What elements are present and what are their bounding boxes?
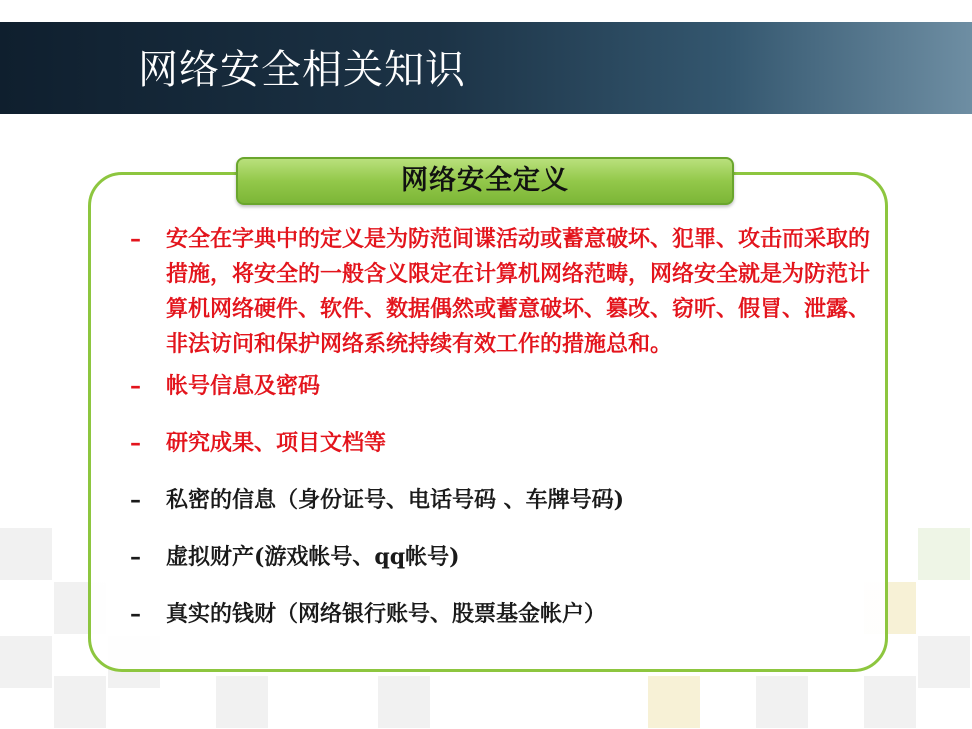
bullet-text: 私密的信息（身份证号、电话号码 、车牌号码) [166,487,625,513]
list-item [130,425,870,461]
decorative-tile [378,676,430,728]
bullet-dash: – [130,544,141,570]
list-item [130,368,870,404]
decorative-tile [0,636,52,688]
bullet-text: 安全在字典中的定义是为防范间谍活动或蓄意破坏、犯罪、攻击而采取的措施，将安全的一般含义限定在计算机网络范畴，网络安全就是为防范计算机网络硬件、软件、数据偶然或蓄意破坏、篡改、窃听、假冒、泄露、非法访问和保护网络系统持续有效工作的措施总和。 [166,226,871,357]
bullet-list [130,222,870,642]
bullet-dash: – [130,373,141,399]
bullet-dash: – [130,601,141,627]
top-strip [0,0,972,22]
decorative-tile [918,528,970,580]
decorative-tile [0,528,52,580]
slide-title: 网络安全相关知识 [138,47,466,93]
decorative-tile [756,676,808,728]
panel-header-title: 网络安全定义 [401,165,569,196]
list-item [130,482,870,518]
list-item [130,539,870,575]
list-item [130,222,870,362]
bullet-dash: – [130,430,141,456]
bullet-dash: – [130,226,141,252]
decorative-tile [216,676,268,728]
bullet-text: 帐号信息及密码 [166,373,321,399]
decorative-tile [864,676,916,728]
panel-header [236,157,734,205]
bullet-text: 真实的钱财（网络银行账号、股票基金帐户） [166,601,607,627]
bullet-text: 研究成果、项目文档等 [166,430,387,456]
decorative-tile [918,636,970,688]
decorative-tile [54,676,106,728]
list-item [130,596,870,632]
decorative-tile [648,676,700,728]
bullet-text: 虚拟财产(游戏帐号、qq帐号) [166,544,460,570]
bullet-dash: – [130,487,141,513]
